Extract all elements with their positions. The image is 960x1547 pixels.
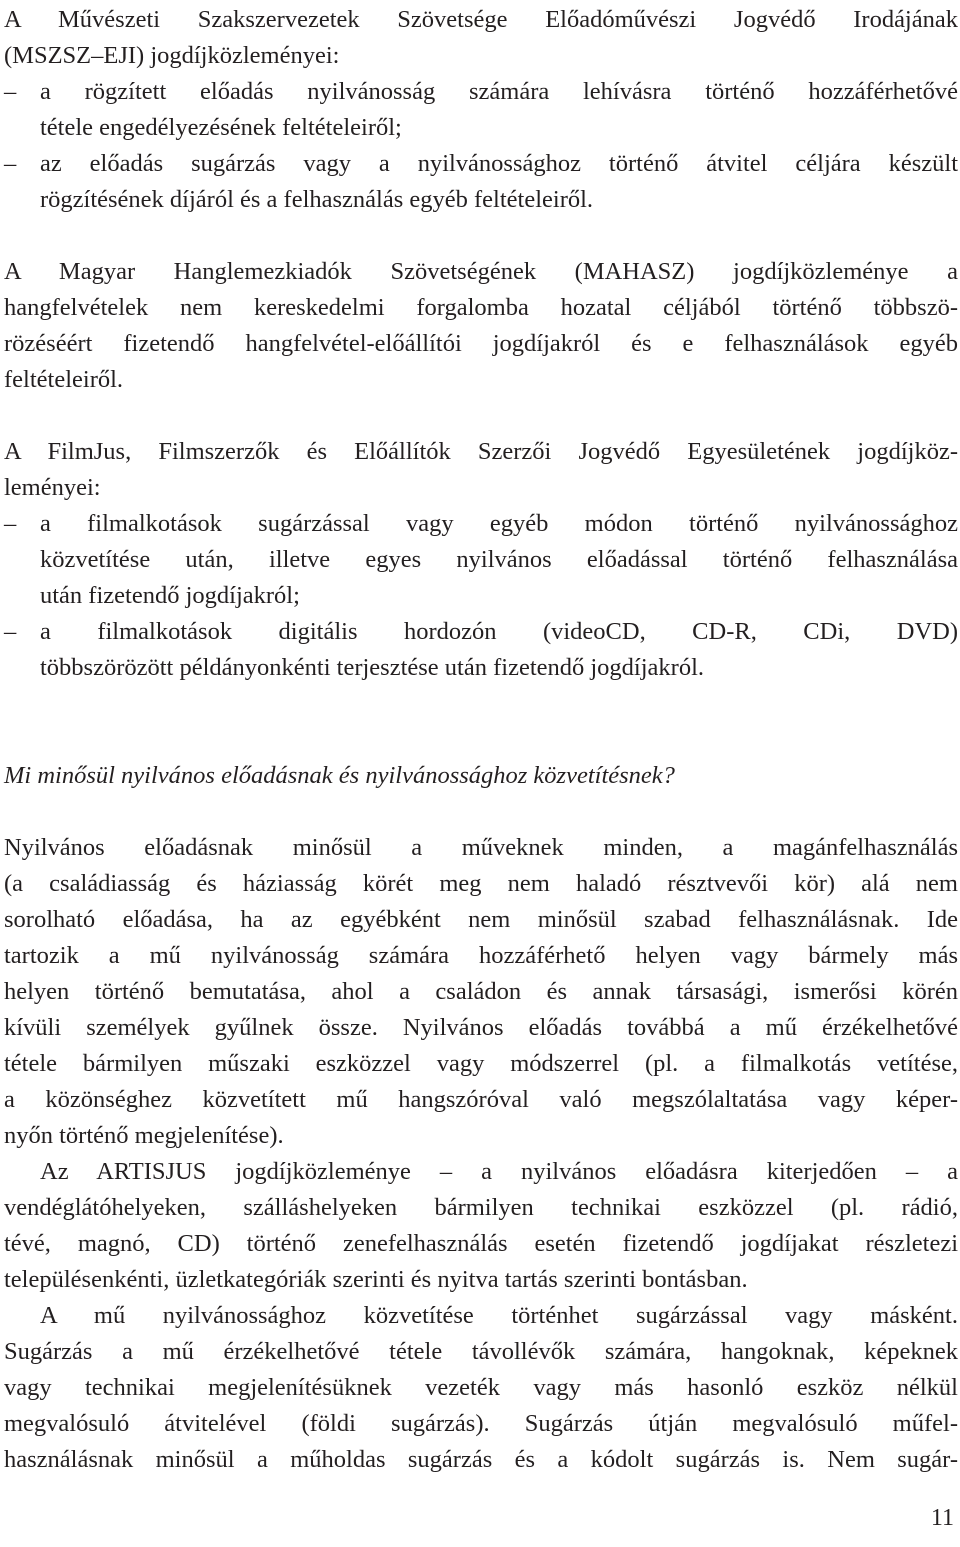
text-line: a rögzített előadás nyilvánosság számára lehívásra történő hozzáférhetővé xyxy=(40,78,958,105)
text-line: a filmalkotások digitális hordozón (videoCD, CD-R, CDi, DVD) xyxy=(40,618,958,645)
text-line: tévé, magnó, CD) történő zenefelhasználás esetén fizetendő jogdíjakat részletezi xyxy=(4,1230,958,1257)
text-line: az előadás sugárzás vagy a nyilvánossághoz történő átvitel céljára készült xyxy=(40,150,958,177)
text-line: megvalósuló átvitelével (földi sugárzás). Sugárzás útján megvalósuló műfel- xyxy=(4,1410,958,1437)
dash-bullet: – xyxy=(4,78,17,105)
text-line: A Művészeti Szakszervezetek Szövetsége Előadóművészi Jogvédő Irodájának xyxy=(4,6,958,33)
text-line: A FilmJus, Filmszerzők és Előállítók Szerzői Jogvédő Egyesületének jogdíjköz- xyxy=(4,438,958,465)
text-line: Az ARTISJUS jogdíjközleménye – a nyilvános előadásra kiterjedően – a xyxy=(40,1158,958,1185)
text-line: rögzítésének díjáról és a felhasználás egyéb feltételeiről. xyxy=(40,186,594,213)
text-line: leményei: xyxy=(4,474,101,501)
text-line: vendéglátóhelyeken, szálláshelyeken bármilyen technikai eszközzel (pl. rádió, xyxy=(4,1194,958,1221)
text-line: (MSZSZ–EJI) jogdíjközleményei: xyxy=(4,42,340,69)
text-line: tartozik a mű nyilvánosság számára hozzáférhető helyen vagy bármely más xyxy=(4,942,958,969)
text-line: A mű nyilvánossághoz közvetítése történhet sugárzással vagy másként. xyxy=(40,1302,958,1329)
text-line: nyőn történő megjelenítése). xyxy=(4,1122,284,1149)
text-line: településenkénti, üzletkategóriák szerinti és nyitva tartás szerinti bontásban. xyxy=(4,1266,748,1293)
text-line: helyen történő bemutatása, ahol a családon és annak társasági, ismerősi körén xyxy=(4,978,958,1005)
text-line: kívüli személyek gyűlnek össze. Nyilvános előadás továbbá a mű érzékelhetővé xyxy=(4,1014,958,1041)
text-line: sorolható előadása, ha az egyébként nem minősül szabad felhasználásnak. Ide xyxy=(4,906,958,933)
dash-bullet: – xyxy=(4,618,17,645)
text-line: után fizetendő jogdíjakról; xyxy=(40,582,300,609)
text-line: rözéséért fizetendő hangfelvétel-előállítói jogdíjakról és e felhasználások egyéb xyxy=(4,330,958,357)
text-line: többszörözött példányonkénti terjesztése után fizetendő jogdíjakról. xyxy=(40,654,705,681)
text-line: tétele engedélyezésének feltételeiről; xyxy=(40,114,402,141)
text-line: feltételeiről. xyxy=(4,366,124,393)
text-line: vagy technikai megjelenítésüknek vezeték vagy más hasonló eszköz nélkül xyxy=(4,1374,958,1401)
text-line: tétele bármilyen műszaki eszközzel vagy módszerrel (pl. a filmalkotás vetítése, xyxy=(4,1050,958,1077)
text-line: A Magyar Hanglemezkiadók Szövetségének (MAHASZ) jogdíjközleménye a xyxy=(4,258,958,285)
text-line: használásnak minősül a műholdas sugárzás és a kódolt sugárzás is. Nem sugár- xyxy=(4,1446,958,1473)
dash-bullet: – xyxy=(4,150,17,177)
text-line: Nyilvános előadásnak minősül a műveknek minden, a magánfelhasználás xyxy=(4,834,958,861)
text-line: közvetítése után, illetve egyes nyilvános előadással történő felhasználása xyxy=(40,546,958,573)
text-line: hangfelvételek nem kereskedelmi forgalomba hozatal céljából történő többszö- xyxy=(4,294,958,321)
text-line: Sugárzás a mű érzékelhetővé tétele távollévők számára, hangoknak, képeknek xyxy=(4,1338,958,1365)
page-number: 11 xyxy=(930,1505,954,1531)
dash-bullet: – xyxy=(4,510,17,537)
text-line: (a családiasság és háziasság körét meg nem haladó résztvevői kör) alá nem xyxy=(4,870,958,897)
text-line: a filmalkotások sugárzással vagy egyéb módon történő nyilvánossághoz xyxy=(40,510,958,537)
section-question-heading: Mi minősül nyilvános előadásnak és nyilvánossághoz közvetítésnek? xyxy=(4,762,675,789)
text-line: a közönséghez közvetített mű hangszóróval való megszólaltatása vagy képer- xyxy=(4,1086,958,1113)
